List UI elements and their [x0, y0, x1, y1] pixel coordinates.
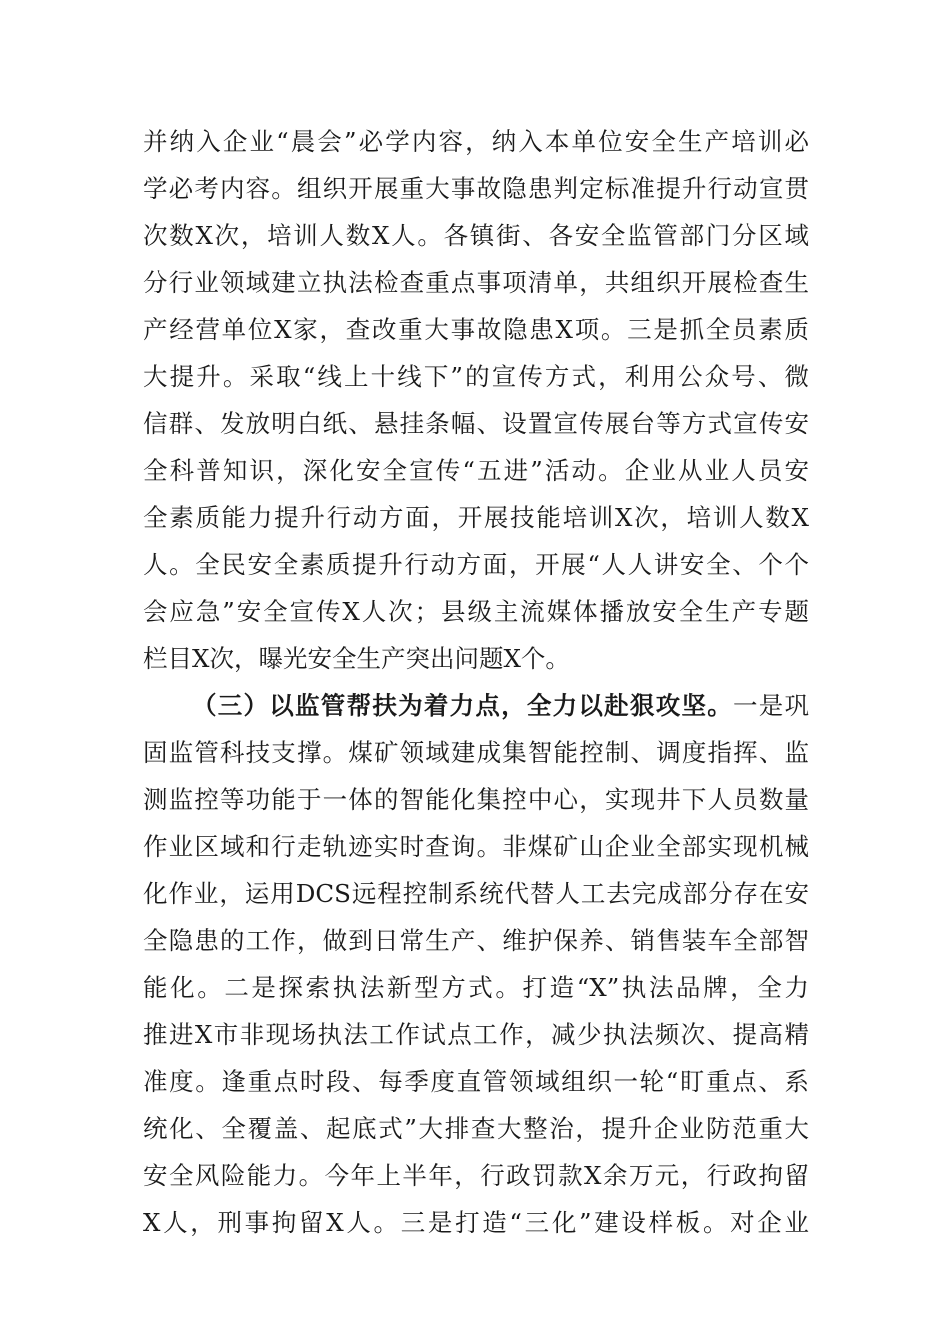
text-line: 准度。逢重点时段、每季度直管领域组织一轮“盯重点、系 — [143, 1067, 809, 1096]
text-line: 栏目X次，曝光安全生产突出问题X个。 — [143, 644, 570, 673]
text-line: 推进X市非现场执法工作试点工作，减少执法频次、提高精 — [143, 1020, 809, 1049]
text-line: 统化、全覆盖、起底式”大排查大整治，提升企业防范重大 — [143, 1114, 809, 1143]
text-line: 全科普知识，深化安全宣传“五进”活动。企业从业人员安 — [143, 456, 809, 485]
text-line: 并纳入企业“晨会”必学内容，纳入本单位安全生产培训必 — [143, 127, 809, 156]
text-line: 信群、发放明白纸、悬挂条幅、设置宣传展台等方式宣传安 — [143, 409, 809, 438]
text-line: 能化。二是探索执法新型方式。打造“X”执法品牌，全力 — [143, 973, 809, 1002]
text-line: 会应急”安全宣传X人次；县级主流媒体播放安全生产专题 — [143, 597, 809, 626]
body-text — [143, 118, 809, 1246]
text-line: 次数X次，培训人数X人。各镇街、各安全监管部门分区域 — [143, 221, 809, 250]
heading-line-rest: 一是巩 — [732, 691, 809, 720]
text-line: 人。全民安全素质提升行动方面，开展“人人讲安全、个个 — [143, 550, 809, 579]
section-heading-line — [143, 682, 809, 729]
text-line: 安全风险能力。今年上半年，行政罚款X余万元，行政拘留 — [143, 1161, 809, 1190]
text-line: 全素质能力提升行动方面，开展技能培训X次，培训人数X — [143, 503, 809, 532]
section-heading: （三）以监管帮扶为着力点，全力以赴狠攻坚。 — [192, 691, 733, 720]
text-line: 作业区域和行走轨迹实时查询。非煤矿山企业全部实现机械 — [143, 832, 809, 861]
text-line: 学必考内容。组织开展重大事故隐患判定标准提升行动宣贯 — [143, 174, 809, 203]
text-line: 分行业领域建立执法检查重点事项清单，共组织开展检查生 — [143, 268, 809, 297]
paragraph-1 — [143, 118, 809, 682]
text-line: 大提升。采取“线上十线下”的宣传方式，利用公众号、微 — [143, 362, 809, 391]
text-line: 化作业，运用DCS远程控制系统代替人工去完成部分存在安 — [143, 879, 809, 908]
text-line: 测监控等功能于一体的智能化集控中心，实现井下人员数量 — [143, 785, 809, 814]
text-line: 产经营单位X家，查改重大事故隐患X项。三是抓全员素质 — [143, 315, 809, 344]
text-line: 固监管科技支撑。煤矿领域建成集智能控制、调度指挥、监 — [143, 738, 809, 767]
text-line: X人，刑事拘留X人。三是打造“三化”建设样板。对企业 — [143, 1208, 809, 1237]
paragraph-2 — [143, 682, 809, 1246]
text-line: 全隐患的工作，做到日常生产、维护保养、销售装车全部智 — [143, 926, 809, 955]
